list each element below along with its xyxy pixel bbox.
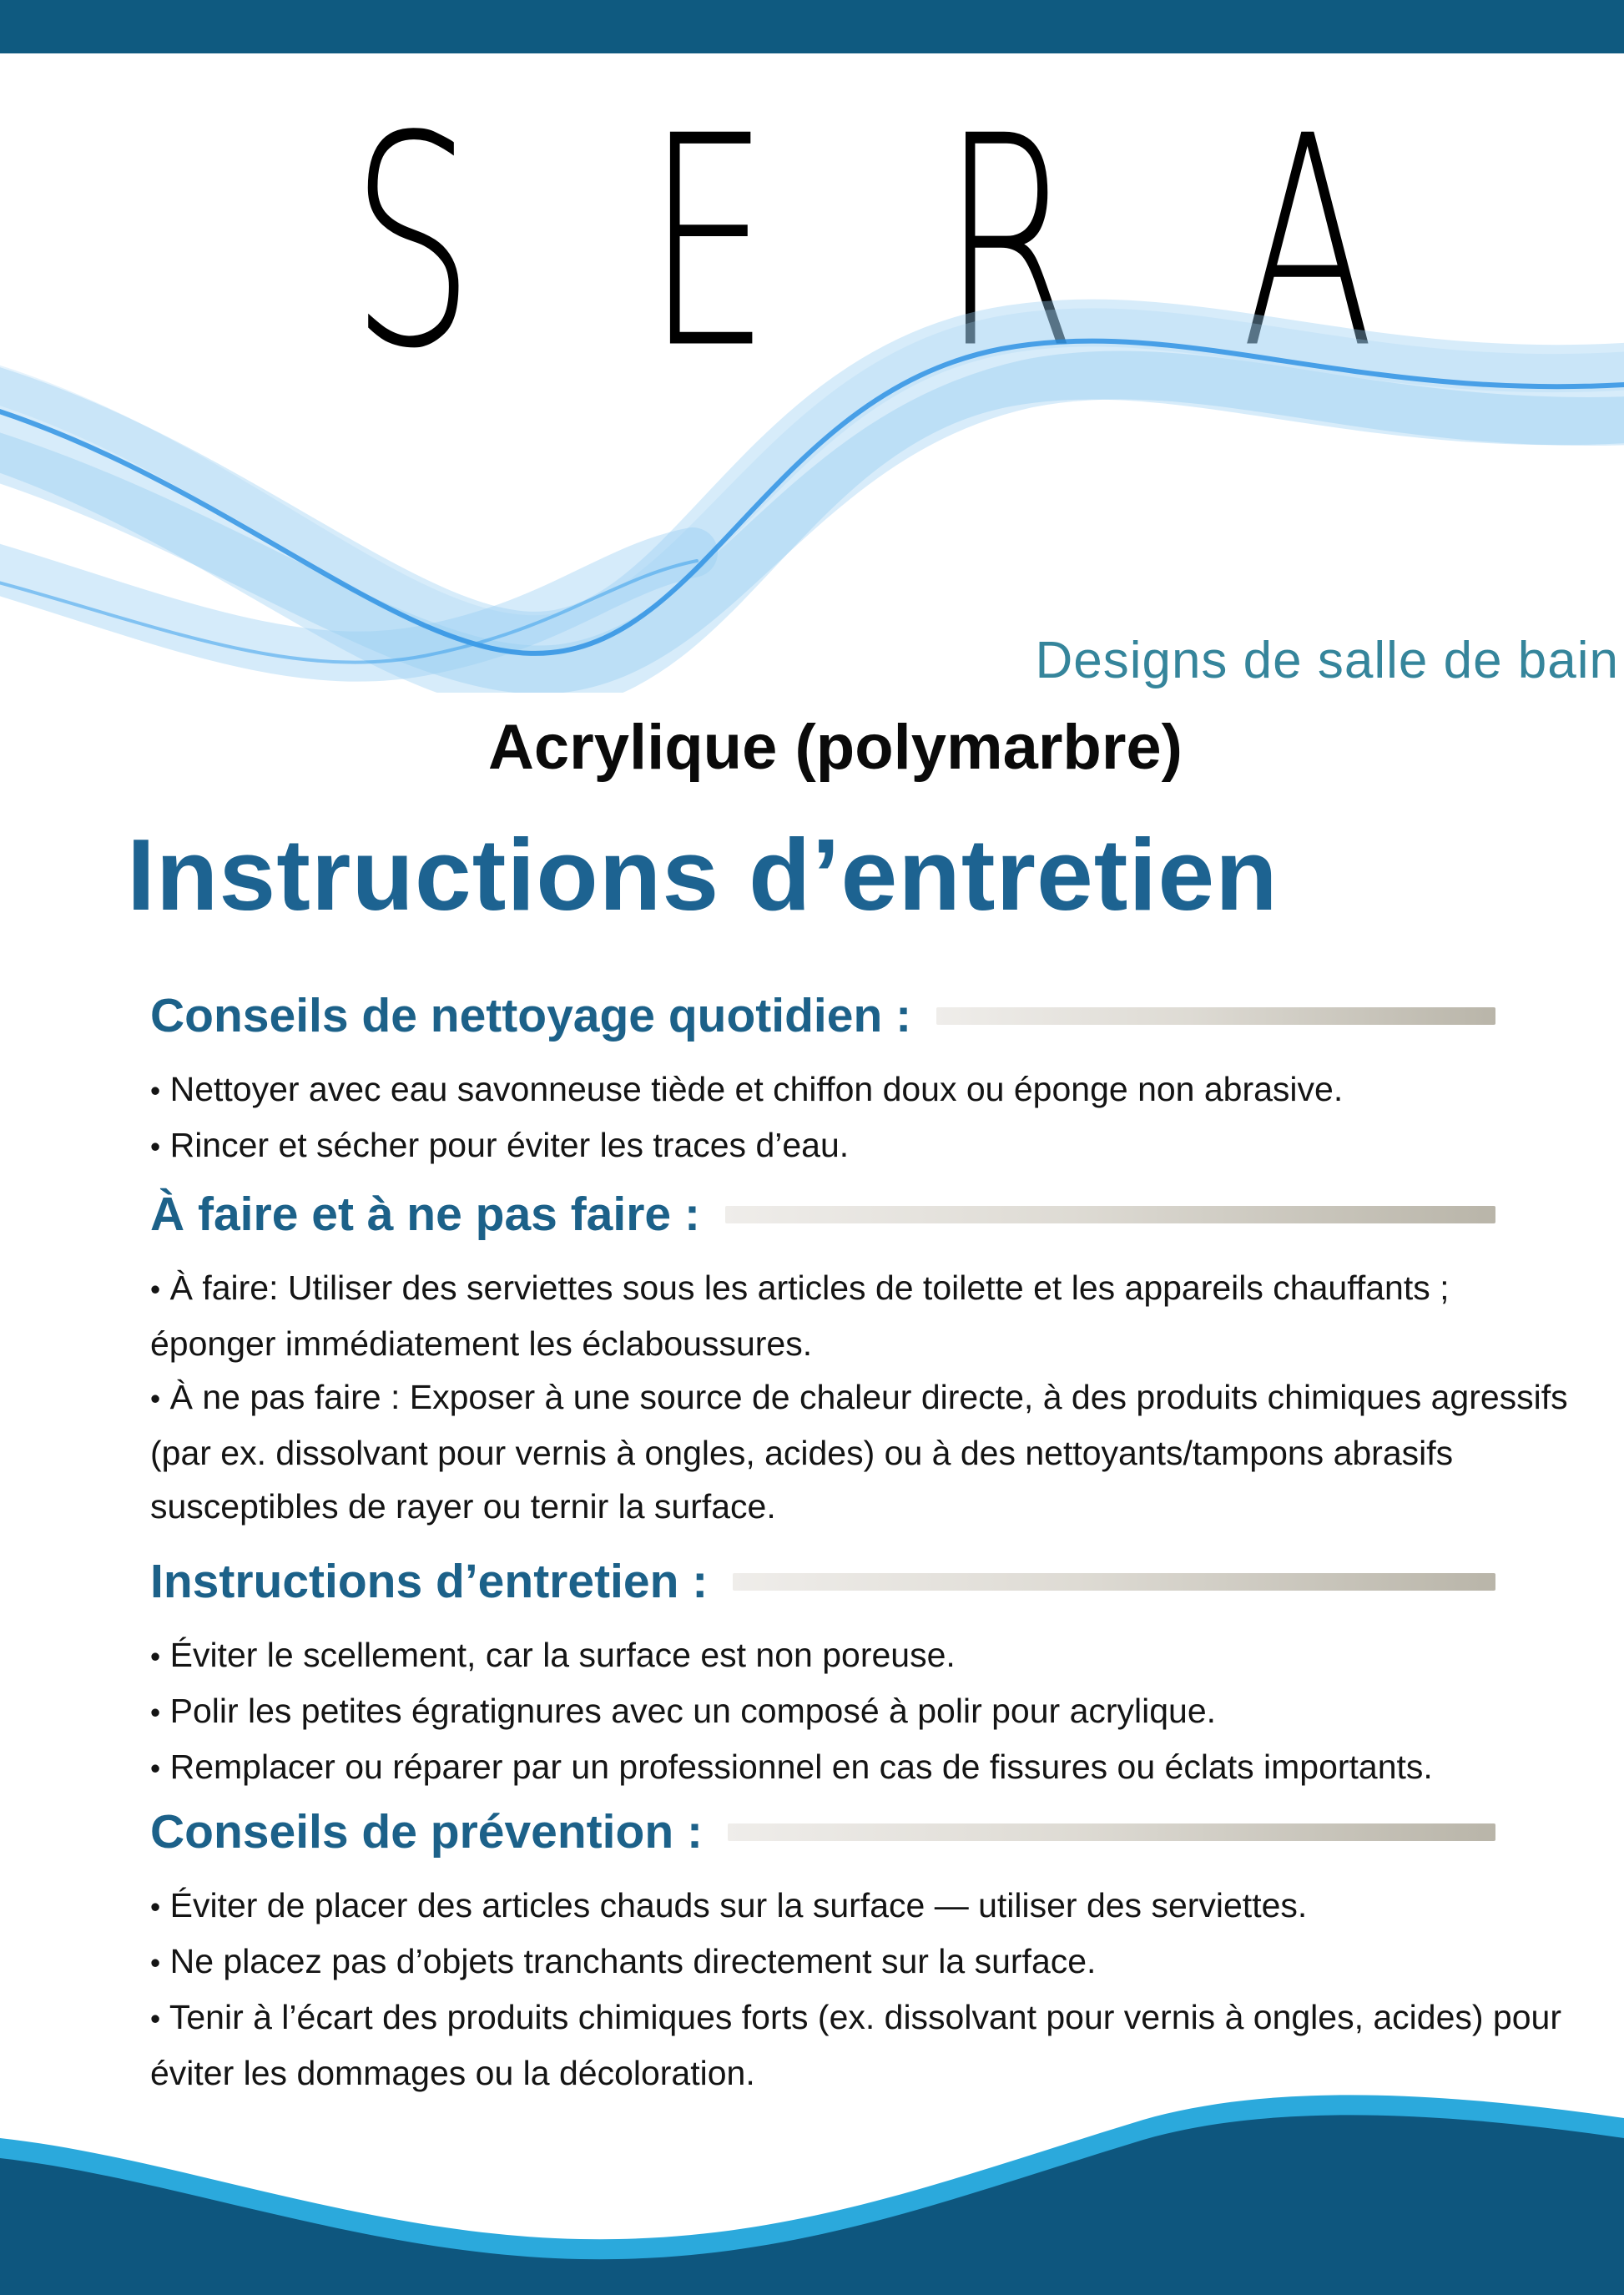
bullet-item: • À ne pas faire : Exposer à une source de chaleur directe, à des produits chimiques agressifs (par ex. dissolvant pour vernis à ongles, acides) ou à des nettoyants/tampons abrasifs susceptibles de rayer ou ternir la surface. [150,1378,1568,1526]
bullet-dot-icon: • [150,1753,161,1786]
bullet-item: • Ne placez pas d’objets tranchants directement sur la surface. [150,1942,1097,1981]
bullet-dot-icon: • [150,1947,161,1980]
bullet-dot-icon: • [150,1697,161,1730]
section-header-row [150,1185,1495,1244]
footer-wave-decoration [0,2045,1624,2295]
bullet-item: • Rincer et sécher pour éviter les traces d’eau. [150,1126,850,1165]
section-heading-rule [728,1823,1495,1841]
bullet-list [150,1261,1579,1533]
bullet-dot-icon: • [150,1075,161,1108]
bullet-item: • Éviter de placer des articles chauds sur la surface — utiliser des serviettes. [150,1886,1308,1925]
top-color-bar [0,0,1624,53]
page-title: Instructions d’entretien [127,818,1279,931]
bullet-dot-icon: • [150,1891,161,1924]
bullet-dot-icon: • [150,1274,161,1307]
section-heading: Instructions d’entretien : [150,1555,709,1608]
section-heading-rule [936,1007,1495,1025]
section-header-row [150,1552,1495,1612]
bullet-item: • Tenir à l’écart des produits chimiques forts (ex. dissolvant pour vernis à ongles, acides) pour éviter les dommages ou la décoloration. [150,1998,1561,2093]
bullet-dot-icon: • [150,2003,161,2036]
wave-ribbon-decoration [0,275,1624,693]
bullet-item: • Remplacer ou réparer par un professionnel en cas de fissures ou éclats importants. [150,1748,1433,1787]
section-heading: Conseils de nettoyage quotidien : [150,989,912,1042]
bullet-dot-icon: • [150,1383,161,1416]
bullet-item: • Nettoyer avec eau savonneuse tiède et chiffon doux ou éponge non abrasive. [150,1070,1344,1109]
section-heading-rule [733,1573,1495,1591]
bullet-dot-icon: • [150,1641,161,1674]
section-header-row [150,986,1495,1046]
care-section [150,986,1579,1174]
bullet-item: • Polir les petites égratignures avec un composé à polir pour acrylique. [150,1692,1217,1731]
bullet-item: • À faire: Utiliser des serviettes sous les articles de toilette et les appareils chauffants ; éponger immédiatement les éclaboussures. [150,1269,1450,1364]
bullet-dot-icon: • [150,1131,161,1164]
brand-tagline: Designs de salle de bain [1035,632,1619,689]
section-heading-rule [725,1206,1495,1223]
bullet-item: • Éviter le scellement, car la surface est non poreuse. [150,1636,956,1675]
bullet-list [150,1062,1579,1174]
section-header-row [150,1803,1495,1862]
bullet-list [150,1628,1579,1796]
material-subtitle: Acrylique (polymarbre) [488,712,1183,783]
section-heading: À faire et à ne pas faire : [150,1188,700,1241]
brand-logo: SERA [350,74,1547,412]
care-section [150,1552,1579,1796]
section-heading: Conseils de prévention : [150,1805,703,1859]
care-section [150,1185,1579,1533]
